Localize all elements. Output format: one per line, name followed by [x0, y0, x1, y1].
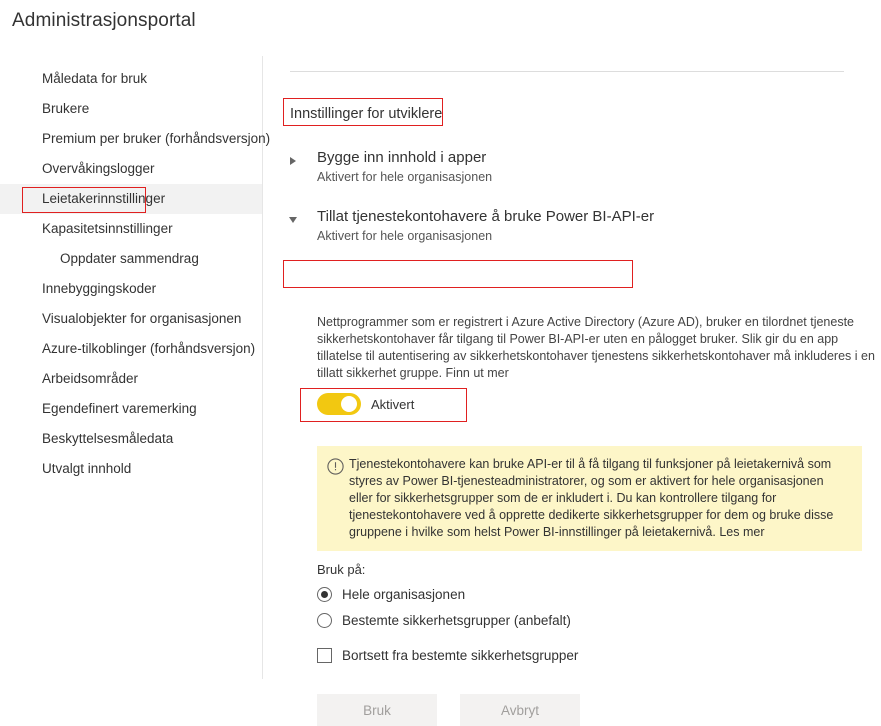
sidebar-item-label: Arbeidsområder — [42, 371, 139, 386]
sidebar-item-featured-content[interactable] — [0, 454, 262, 484]
settings-panel — [264, 56, 881, 718]
sidebar-item-label: Premium per bruker (forhåndsversjon) — [42, 131, 271, 146]
setting-service-principal[interactable] — [290, 208, 654, 243]
enable-toggle-label: Aktivert — [371, 396, 415, 412]
radio-icon-selected[interactable] — [317, 587, 332, 602]
sidebar-item-workspaces[interactable] — [0, 364, 262, 394]
sidebar-item-users[interactable] — [0, 94, 262, 124]
setting-embed-subtitle: Aktivert for hele organisasjonen — [317, 170, 493, 184]
sidebar-item-label: Måledata for bruk — [42, 71, 148, 86]
setting-spn-description — [317, 314, 877, 382]
warning-icon — [327, 458, 349, 541]
sidebar-item-org-visuals[interactable] — [0, 304, 262, 334]
radio-whole-organization[interactable] — [317, 587, 465, 602]
learn-more-link[interactable]: Finn ut mer — [445, 366, 509, 380]
page-title: Administrasjonsportal — [12, 10, 196, 31]
sidebar-item-custom-branding[interactable] — [0, 394, 262, 424]
enable-toggle-group[interactable] — [317, 393, 414, 415]
chevron-down-icon[interactable] — [289, 217, 297, 223]
sidebar-item-label: Leietakerinnstillinger — [42, 191, 166, 206]
sidebar-item-label: Kapasitetsinnstillinger — [42, 221, 173, 236]
sidebar-item-label: Beskyttelsesmåledata — [42, 431, 174, 446]
section-heading-developer-settings: Innstillinger for utviklere — [290, 106, 443, 122]
radio-label: Hele organisasjonen — [342, 587, 466, 602]
panel-divider — [290, 71, 844, 72]
setting-spn-subtitle: Aktivert for hele organisasjonen — [317, 229, 493, 243]
setting-embed-title: Bygge inn innhold i apper — [317, 149, 487, 166]
enable-toggle[interactable] — [317, 393, 361, 415]
checkbox-except-specific-groups[interactable] — [317, 648, 578, 663]
sidebar-item-azure-connections[interactable] — [0, 334, 262, 364]
sidebar-item-label: Utvalgt innhold — [42, 461, 132, 476]
warning-banner — [317, 446, 862, 551]
sidebar-item-refresh-summary[interactable] — [0, 244, 262, 274]
radio-label: Bestemte sikkerhetsgrupper (anbefalt) — [342, 613, 571, 628]
setting-spn-title: Tillat tjenestekontohavere å bruke Power BI-API-er — [317, 208, 655, 225]
cancel-button[interactable]: Avbryt — [460, 694, 580, 726]
annotation-box-service-principal — [283, 260, 633, 288]
sidebar-item-label: Brukere — [42, 101, 90, 116]
sidebar-item-embed-codes[interactable] — [0, 274, 262, 304]
warning-text — [349, 456, 850, 541]
setting-embed-content[interactable] — [290, 149, 492, 184]
sidebar-item-capacity-settings[interactable] — [0, 214, 262, 244]
sidebar-item-audit-logs[interactable] — [0, 154, 262, 184]
setting-spn-description-text: Nettprogrammer som er registrert i Azure Active Directory (Azure AD), bruker en tilordnet tjeneste sikkerhetskontohaver får tilgang til Power BI-API-er uten en pålogget bruker. Slik gir du en app tillatelse til autentisering av sikkerhetskontohaver tjenestens sikkerhetskontohaver må inkluderes i en tillatt sikkerhet gruppe. — [317, 315, 875, 380]
sidebar-item-label: Innebyggingskoder — [42, 281, 157, 296]
sidebar-item-protection-metrics[interactable] — [0, 424, 262, 454]
toggle-knob — [341, 396, 357, 412]
apply-button[interactable]: Bruk — [317, 694, 437, 726]
sidebar-item-usage-metrics[interactable] — [0, 64, 262, 94]
checkbox-icon[interactable] — [317, 648, 332, 663]
sidebar-item-label: Oppdater sammendrag — [60, 251, 199, 266]
chevron-right-icon[interactable] — [290, 157, 296, 165]
warning-message: Tjenestekontohavere kan bruke API-er til å få tilgang til funksjoner på leietakernivå som styres av Power BI-tjenesteadministratorer, og som er aktivert for hele organisasjonen eller for sikkerhetsgrupper som de er inkludert i. Du kan kontrollere tilgang for tjenestekontohavere ved å opprette dedikerte sikkerhetsgrupper for dem og bruke disse gruppene i hvilke som helst Power BI-innstillinger på leietakernivå. — [349, 457, 834, 539]
apply-to-label: Bruk på: — [317, 562, 366, 577]
checkbox-label: Bortsett fra bestemte sikkerhetsgrupper — [342, 648, 579, 663]
sidebar-item-tenant-settings[interactable] — [0, 184, 262, 214]
sidebar-item-premium-per-user[interactable] — [0, 124, 271, 154]
sidebar-item-label: Overvåkingslogger — [42, 161, 155, 176]
sidebar-item-label: Visualobjekter for organisasjonen — [42, 311, 242, 326]
sidebar-nav — [0, 56, 271, 679]
radio-icon[interactable] — [317, 613, 332, 628]
sidebar-item-label: Egendefinert varemerking — [42, 401, 197, 416]
warning-learn-more-link[interactable]: Les mer — [719, 525, 765, 539]
sidebar-item-label: Azure-tilkoblinger (forhåndsversjon) — [42, 341, 256, 356]
radio-specific-security-groups[interactable] — [317, 613, 571, 628]
